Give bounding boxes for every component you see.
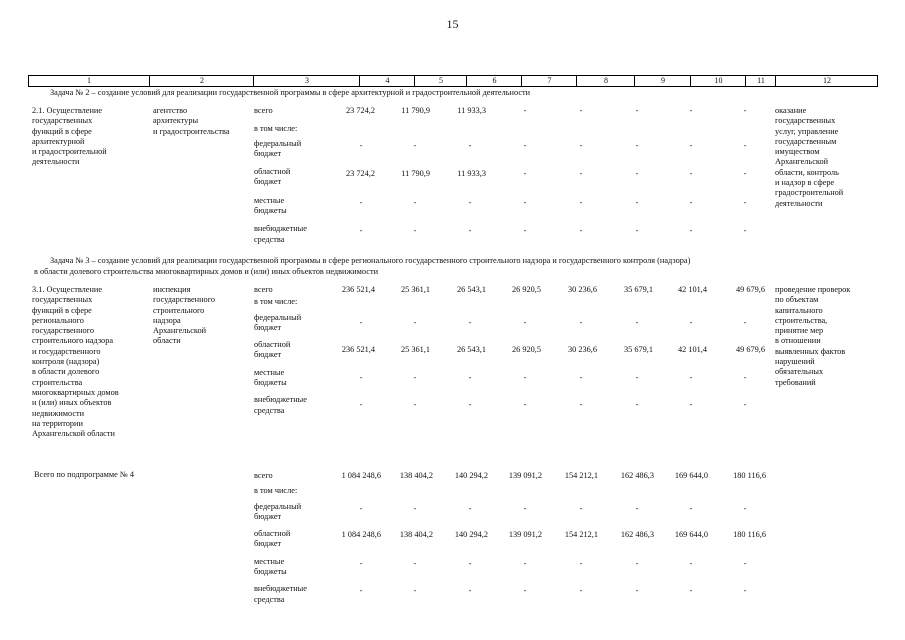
value-total-total-c5: 138 404,2 (399, 471, 433, 480)
col-10: 10 (690, 76, 746, 86)
dash: - (523, 504, 527, 513)
value-3-1-oblast-c4: 236 521,4 (341, 345, 375, 354)
dash: - (635, 106, 639, 115)
source-labels-3-1: всего в том числе: федеральный бюджет областной бюджет местные бюджеты внебюджетные средства (254, 285, 307, 415)
col-4: 4 (359, 76, 415, 86)
dash: - (468, 318, 472, 327)
dash: - (635, 141, 639, 150)
dash: - (359, 141, 363, 150)
dash: - (523, 400, 527, 409)
value-total-oblast-c9: 162 486,3 (620, 530, 654, 539)
value-3-1-oblast-c5: 25 361,1 (400, 345, 430, 354)
value-total-oblast-c6: 140 294,2 (454, 530, 488, 539)
dash: - (359, 586, 363, 595)
dash: - (413, 373, 417, 382)
dash: - (635, 169, 639, 178)
value-2-1-total-c5: 11 790,9 (401, 106, 430, 115)
dash: - (689, 198, 693, 207)
value-2-1-total-c6: 11 933,3 (457, 106, 486, 115)
value-2-1-oblast-c6: 11 933,3 (457, 169, 486, 178)
dash: - (359, 504, 363, 513)
dash: - (468, 373, 472, 382)
dash: - (579, 373, 583, 382)
dash: - (359, 373, 363, 382)
value-total-total-c4: 1 084 248,6 (341, 471, 381, 480)
page-number: 15 (446, 17, 459, 31)
dash: - (523, 198, 527, 207)
value-total-oblast-c4: 1 084 248,6 (341, 530, 381, 539)
dash: - (635, 373, 639, 382)
dash: - (635, 400, 639, 409)
value-3-1-total-c7: 26 920,5 (511, 285, 541, 294)
dash: - (468, 141, 472, 150)
dash: - (743, 586, 747, 595)
col-12: 12 (775, 76, 878, 86)
dash: - (468, 559, 472, 568)
dash: - (689, 141, 693, 150)
dash: - (579, 198, 583, 207)
activity-2-1: 2.1. Осуществление государственных функций в сфере архитектурной и градостроительной деятельности (32, 106, 107, 167)
subprogram-total-label: Всего по подпрограмме № 4 (34, 470, 135, 479)
dash: - (689, 318, 693, 327)
value-3-1-total-c9: 35 679,1 (623, 285, 653, 294)
dash: - (359, 318, 363, 327)
dash: - (579, 586, 583, 595)
dash: - (523, 559, 527, 568)
col-9: 9 (634, 76, 691, 86)
dash: - (743, 106, 747, 115)
value-3-1-oblast-c6: 26 543,1 (456, 345, 486, 354)
value-3-1-oblast-c8: 30 236,6 (567, 345, 597, 354)
dash: - (523, 169, 527, 178)
dash: - (413, 198, 417, 207)
dash: - (743, 226, 747, 235)
value-total-oblast-c7: 139 091,2 (508, 530, 542, 539)
value-3-1-oblast-c10: 42 101,4 (677, 345, 707, 354)
dash: - (743, 198, 747, 207)
dash: - (359, 198, 363, 207)
source-labels-total: всего в том числе: федеральный бюджет областной бюджет местные бюджеты внебюджетные средства (254, 471, 307, 604)
dash: - (523, 141, 527, 150)
dash: - (523, 226, 527, 235)
dash: - (635, 586, 639, 595)
col-8: 8 (576, 76, 635, 86)
value-total-oblast-c8: 154 212,1 (564, 530, 598, 539)
value-total-total-c9: 162 486,3 (620, 471, 654, 480)
dash: - (579, 559, 583, 568)
value-3-1-total-c11: 49 679,6 (735, 285, 765, 294)
col-2: 2 (149, 76, 254, 86)
value-3-1-total-c6: 26 543,1 (456, 285, 486, 294)
value-total-total-c7: 139 091,2 (508, 471, 542, 480)
value-total-total-c6: 140 294,2 (454, 471, 488, 480)
result-3-1: проведение проверок по объектам капитального строительства, принятие мер в отношении выявленных фактов нарушений обязательных требований (775, 285, 851, 387)
value-3-1-oblast-c7: 26 920,5 (511, 345, 541, 354)
dash: - (468, 586, 472, 595)
value-total-oblast-c10: 169 644,0 (674, 530, 708, 539)
dash: - (413, 400, 417, 409)
dash: - (468, 400, 472, 409)
col-5: 5 (414, 76, 467, 86)
task-3-heading-line2: в области долевого строительства многоквартирных домов и (или) иных объектов недвижимости (34, 267, 379, 276)
dash: - (579, 169, 583, 178)
value-total-total-c10: 169 644,0 (674, 471, 708, 480)
dash: - (523, 106, 527, 115)
dash: - (689, 169, 693, 178)
dash: - (689, 373, 693, 382)
dash: - (579, 141, 583, 150)
dash: - (635, 504, 639, 513)
dash: - (689, 559, 693, 568)
value-2-1-oblast-c5: 11 790,9 (401, 169, 430, 178)
task-3-heading-line1: Задача № 3 – создание условий для реализации государственной программы в сфере регионального государственного строительного надзора и государственного контроля (надзора) (50, 256, 691, 265)
dash: - (689, 226, 693, 235)
activity-3-1: 3.1. Осуществление государственных функций в сфере регионального государственного строительного надзора и государственного контроля (надзора) в области долевого строительства многоквартирных домов и (или) иных объектов недвижимости на территории Архангельской области (32, 285, 119, 439)
dash: - (468, 198, 472, 207)
executor-3-1: инспекция государственного строительного надзора Архангельской области (153, 285, 216, 346)
dash: - (689, 400, 693, 409)
value-total-total-c8: 154 212,1 (564, 471, 598, 480)
dash: - (743, 141, 747, 150)
dash: - (523, 318, 527, 327)
dash: - (635, 198, 639, 207)
col-6: 6 (466, 76, 522, 86)
col-1: 1 (87, 76, 91, 85)
dash: - (743, 373, 747, 382)
dash: - (579, 106, 583, 115)
dash: - (579, 504, 583, 513)
value-total-oblast-c5: 138 404,2 (399, 530, 433, 539)
dash: - (743, 169, 747, 178)
dash: - (413, 226, 417, 235)
dash: - (468, 226, 472, 235)
dash: - (359, 400, 363, 409)
dash: - (413, 586, 417, 595)
result-2-1: оказание государственных услуг, управление государственным имуществом Архангельской области, контроль и надзор в сфере градостроительной деятельности (775, 106, 844, 208)
col-7: 7 (521, 76, 577, 86)
dash: - (413, 559, 417, 568)
value-3-1-oblast-c11: 49 679,6 (735, 345, 765, 354)
value-2-1-oblast-c4: 23 724,2 (345, 169, 375, 178)
dash: - (413, 504, 417, 513)
value-total-oblast-c11: 180 116,6 (733, 530, 766, 539)
task-2-heading: Задача № 2 – создание условий для реализации государственной программы в сфере архитектурной и градостроительной деятельности (50, 88, 531, 97)
dash: - (743, 504, 747, 513)
dash: - (523, 373, 527, 382)
dash: - (359, 226, 363, 235)
dash: - (413, 318, 417, 327)
dash: - (689, 504, 693, 513)
dash: - (579, 318, 583, 327)
col-11: 11 (745, 76, 776, 86)
dash: - (359, 559, 363, 568)
dash: - (743, 400, 747, 409)
value-3-1-total-c8: 30 236,6 (567, 285, 597, 294)
dash: - (579, 226, 583, 235)
dash: - (468, 504, 472, 513)
column-number-header (28, 75, 878, 87)
dash: - (579, 400, 583, 409)
col-3: 3 (253, 76, 360, 86)
value-3-1-total-c4: 236 521,4 (341, 285, 375, 294)
value-2-1-total-c4: 23 724,2 (345, 106, 375, 115)
dash: - (743, 559, 747, 568)
dash: - (635, 318, 639, 327)
dash: - (413, 141, 417, 150)
value-3-1-total-c10: 42 101,4 (677, 285, 707, 294)
value-3-1-total-c5: 25 361,1 (400, 285, 430, 294)
value-total-total-c11: 180 116,6 (733, 471, 766, 480)
dash: - (689, 106, 693, 115)
dash: - (743, 318, 747, 327)
source-labels-2-1: всего в том числе: федеральный бюджет областной бюджет местные бюджеты внебюджетные средства (254, 106, 307, 244)
dash: - (635, 226, 639, 235)
dash: - (689, 586, 693, 595)
dash: - (523, 586, 527, 595)
value-3-1-oblast-c9: 35 679,1 (623, 345, 653, 354)
executor-2-1: агентство архитектуры и градостроительства (153, 106, 230, 136)
dash: - (635, 559, 639, 568)
